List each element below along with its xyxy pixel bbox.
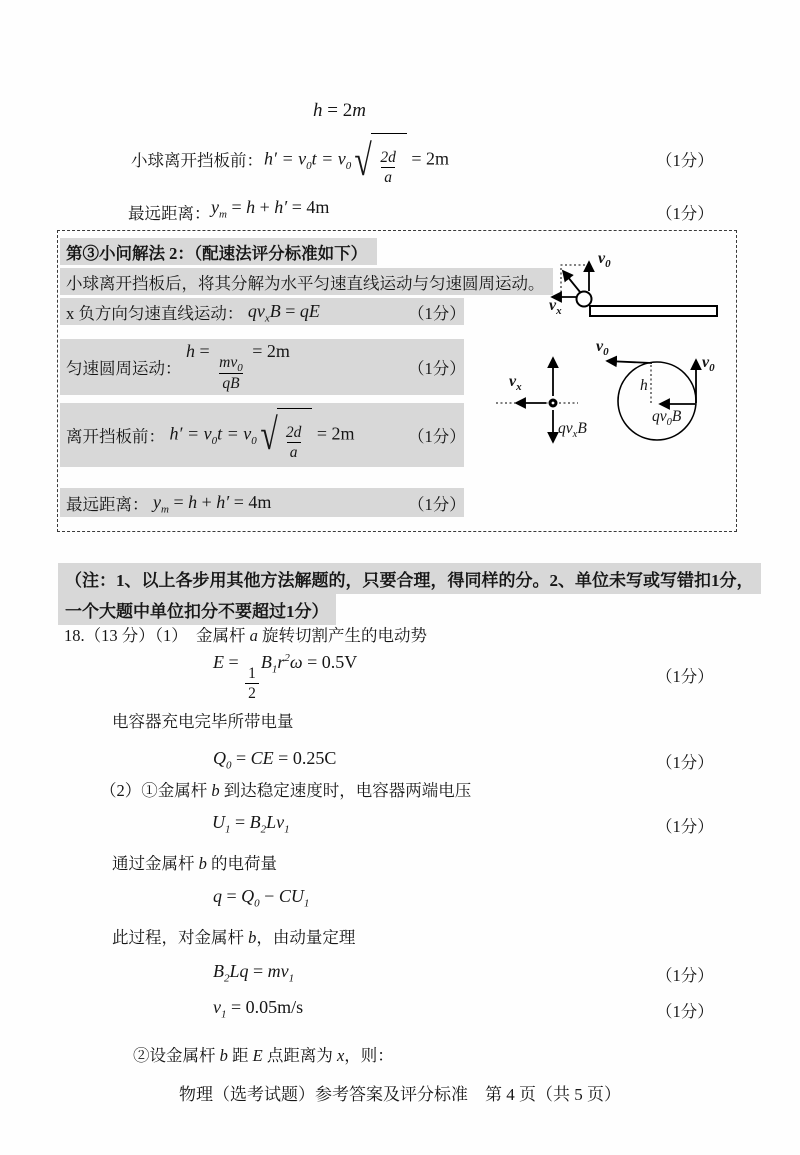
fU7: 1 bbox=[284, 823, 290, 836]
formula-h-unit: m bbox=[352, 100, 366, 121]
p2b-1: ②设金属杆 bbox=[133, 1046, 220, 1065]
qv0b-s: 0 bbox=[666, 417, 672, 429]
label-vx-vector-2 bbox=[509, 373, 522, 394]
fhp-p1: h′ = v bbox=[264, 148, 307, 169]
ch-var: b bbox=[198, 854, 207, 873]
label-qvxb-force bbox=[558, 420, 587, 441]
question18-heading bbox=[64, 622, 427, 646]
q18-head2: 旋转切割产生的电动势 bbox=[257, 626, 427, 645]
fym-t3: + bbox=[255, 197, 275, 217]
fqq6: CU bbox=[278, 886, 304, 906]
fB4: = bbox=[248, 961, 268, 981]
p2-var: b bbox=[211, 781, 220, 800]
fc3: mv bbox=[219, 354, 238, 372]
fQ3: = bbox=[231, 748, 251, 768]
fqq3: Q bbox=[241, 886, 255, 906]
fqq5: − bbox=[259, 886, 279, 906]
fhp-s1: 0 bbox=[306, 160, 312, 173]
fc1: h bbox=[186, 341, 195, 362]
label-v0-tangent-right bbox=[702, 354, 715, 375]
formula-B2Lq bbox=[213, 961, 295, 985]
fym2-t3: + bbox=[197, 492, 217, 512]
fq1: qv bbox=[247, 301, 265, 321]
fQ1: Q bbox=[213, 748, 226, 768]
page-footer: 物理（选考试题）参考答案及评分标准 第 4 页（共 5 页） bbox=[179, 1085, 621, 1104]
fe1: E bbox=[213, 652, 224, 672]
fB2: 2 bbox=[224, 972, 230, 985]
fU3: = bbox=[230, 812, 250, 832]
vx-s: x bbox=[556, 305, 562, 318]
label-momentum-theorem bbox=[112, 924, 355, 948]
formula-h-eq: = 2 bbox=[322, 100, 353, 121]
p2b-v3: x bbox=[336, 1046, 345, 1065]
p2b-2: 距 bbox=[227, 1046, 253, 1065]
fB5: mv bbox=[267, 961, 289, 981]
v0-s: 0 bbox=[605, 258, 611, 271]
p2b-3: 点距离为 bbox=[262, 1046, 337, 1065]
p2-2: 到达稳定速度时，电容器两端电压 bbox=[219, 781, 472, 800]
grading-note-line1: （注：1、以上各步用其他方法解题的，只要合理，得同样的分。2、单位未写或写错扣1分， bbox=[58, 563, 761, 594]
formula-h-prime bbox=[264, 133, 449, 188]
formula-v1 bbox=[213, 997, 304, 1021]
score-1pt: （1分） bbox=[408, 494, 466, 514]
fB6: 1 bbox=[288, 972, 295, 985]
formula-q-charge bbox=[213, 886, 310, 910]
question18-part2b-heading bbox=[133, 1042, 394, 1066]
fym2-t4: h′ bbox=[216, 492, 230, 512]
label-before-leaving-plate: 小球离开挡板前： bbox=[131, 151, 263, 170]
fhp2-s2: 0 bbox=[251, 434, 257, 447]
p2b-4: ，则： bbox=[344, 1046, 394, 1065]
qvxb-a: qv bbox=[558, 420, 573, 437]
label-circular-motion: 匀速圆周运动： bbox=[66, 359, 182, 378]
fQ4: CE bbox=[250, 748, 274, 768]
label-max-distance: 最远距离： bbox=[128, 204, 211, 223]
label-max-distance-2: 最远距离： bbox=[66, 494, 149, 514]
fB1: B bbox=[213, 961, 224, 981]
score-1pt: （1分） bbox=[408, 303, 466, 323]
formula-Q0 bbox=[213, 748, 337, 772]
fym-p1: y bbox=[211, 197, 219, 217]
formula-ym bbox=[211, 197, 330, 221]
box-decompose-text: 小球离开挡板后，将其分解为水平匀速直线运动与匀速圆周运动。 bbox=[66, 273, 545, 293]
fym2-p1: y bbox=[153, 492, 161, 512]
fqq4: 0 bbox=[254, 897, 260, 910]
fym-t2: h bbox=[246, 197, 256, 217]
fym-t5: = 4m bbox=[287, 197, 330, 217]
fe4: 2 bbox=[245, 683, 259, 703]
pr-1: 此过程，对金属杆 bbox=[112, 928, 249, 947]
fym2-s1: m bbox=[161, 503, 169, 516]
fU6: Lv bbox=[266, 812, 285, 832]
fv1: v bbox=[213, 997, 221, 1017]
frac-num: 2d bbox=[285, 423, 302, 441]
fhp2-s1: 0 bbox=[211, 434, 218, 447]
fe2: = bbox=[224, 652, 244, 672]
fB3: Lq bbox=[229, 961, 249, 981]
fq4: = bbox=[280, 301, 300, 321]
frac-num: 2d bbox=[380, 149, 396, 167]
fe7: r bbox=[277, 652, 285, 672]
fym-s1: m bbox=[219, 208, 227, 221]
label-v0-vector bbox=[598, 250, 611, 271]
qvxb-b: B bbox=[577, 420, 587, 437]
label-capacitor-charge: 电容器充电完毕所带电量 bbox=[112, 712, 294, 731]
fv2: 1 bbox=[221, 1008, 227, 1021]
fym2-t5: = 4m bbox=[229, 492, 272, 512]
vx-v: v bbox=[509, 373, 517, 390]
pr-var: b bbox=[248, 928, 257, 947]
fqq7: 1 bbox=[303, 897, 310, 910]
fqq1: q bbox=[213, 886, 222, 906]
ch-1: 通过金属杆 bbox=[112, 854, 199, 873]
label-v0-tangent-top bbox=[596, 338, 609, 359]
fym2-t1: = bbox=[168, 492, 189, 512]
label-charge-through-rod bbox=[112, 850, 277, 874]
label-qv0b-force bbox=[652, 408, 682, 429]
v0-v: v bbox=[596, 338, 604, 355]
fhp2-tail: = 2m bbox=[312, 423, 355, 444]
score-1pt: （1分） bbox=[408, 427, 466, 446]
q18-head-var: a bbox=[249, 626, 258, 645]
radical-body bbox=[371, 133, 407, 188]
fc5: qB bbox=[219, 373, 242, 393]
fq5: qE bbox=[299, 301, 320, 321]
fq2: x bbox=[264, 312, 270, 325]
qv0b-a: qv bbox=[652, 408, 667, 425]
fe6: 1 bbox=[271, 663, 278, 676]
score-1pt: （1分） bbox=[656, 1002, 714, 1021]
p2b-v1: b bbox=[219, 1046, 228, 1065]
pr-2: ，由动量定理 bbox=[256, 928, 356, 947]
fe5: B bbox=[260, 652, 272, 672]
fQ2: 0 bbox=[226, 759, 232, 772]
fhp-tail: = 2m bbox=[406, 148, 450, 169]
question18-part2-heading bbox=[100, 777, 471, 801]
label-vx-vector bbox=[549, 297, 562, 318]
score-1pt: （1分） bbox=[656, 753, 714, 772]
grading-note-line2: 一个大题中单位扣分不要超过1分） bbox=[58, 594, 336, 625]
score-1pt: （1分） bbox=[656, 151, 714, 170]
p2-1: （2）①金属杆 bbox=[100, 781, 212, 800]
fc2: = bbox=[195, 341, 215, 362]
score-1pt: （1分） bbox=[656, 204, 714, 223]
fU2: 1 bbox=[225, 823, 231, 836]
ch-2: 的电荷量 bbox=[206, 854, 277, 873]
radical bbox=[351, 133, 407, 188]
p2b-v2: E bbox=[252, 1046, 263, 1065]
v0-v: v bbox=[702, 354, 710, 371]
fQ5: = 0.25C bbox=[273, 748, 337, 768]
fhp-s2: 0 bbox=[345, 160, 352, 173]
score-1pt: （1分） bbox=[656, 817, 714, 836]
fq3: B bbox=[269, 301, 281, 321]
fym-t4: h′ bbox=[274, 197, 288, 217]
fhp2-p1: h′ = v bbox=[169, 423, 212, 444]
fv3: = 0.05m/s bbox=[226, 997, 304, 1017]
physics-diagrams bbox=[58, 231, 738, 533]
q18-head1: 18.（13 分）（1） 金属杆 bbox=[64, 626, 250, 645]
frac-den: a bbox=[381, 167, 395, 187]
fqq2: = bbox=[222, 886, 242, 906]
formula-emf bbox=[213, 652, 357, 704]
fraction-2d-a bbox=[375, 148, 401, 188]
fc4: 0 bbox=[237, 362, 243, 375]
vx-v: v bbox=[549, 297, 557, 314]
v0-s: 0 bbox=[709, 362, 715, 375]
fU5: 2 bbox=[260, 823, 267, 836]
diagram-circular-path bbox=[607, 360, 696, 440]
formula-h-equals-2m bbox=[313, 100, 366, 122]
fhp2-p2: t = v bbox=[217, 423, 252, 444]
qvxb-s: x bbox=[572, 429, 578, 441]
fym-t1: = bbox=[226, 197, 247, 217]
solution2-dashed-box bbox=[57, 230, 737, 532]
vx-s: x bbox=[516, 381, 522, 394]
score-1pt: （1分） bbox=[656, 966, 714, 985]
radical-sign: √ bbox=[260, 410, 278, 460]
label-linear-motion: x 负方向匀速直线运动： bbox=[66, 303, 244, 323]
radical-sign: √ bbox=[354, 135, 372, 185]
fhp-p2: t = v bbox=[311, 148, 346, 169]
fe9: ω bbox=[289, 652, 303, 672]
fe8: 2 bbox=[284, 652, 290, 664]
fc6: = 2m bbox=[247, 341, 290, 362]
v0-v: v bbox=[598, 250, 606, 267]
fU4: B bbox=[249, 812, 261, 832]
fym2-t2: h bbox=[188, 492, 198, 512]
fe3: 1 bbox=[248, 665, 256, 683]
formula-U1 bbox=[212, 812, 290, 836]
v0-s: 0 bbox=[603, 346, 609, 359]
fraction-1-2 bbox=[243, 664, 261, 704]
diagram-ball-on-plate bbox=[552, 262, 717, 316]
score-1pt: （1分） bbox=[656, 667, 714, 686]
formula-h-var: h bbox=[313, 100, 323, 121]
label-before-leaving: 离开挡板前： bbox=[66, 427, 165, 446]
fU1: U bbox=[212, 812, 225, 832]
fe10: = 0.5V bbox=[302, 652, 358, 672]
frac-den: a bbox=[287, 442, 301, 462]
box-title-text: 第③小问解法 2：（配速法评分标准如下） bbox=[66, 243, 368, 263]
qv0b-b: B bbox=[671, 408, 682, 425]
score-1pt: （1分） bbox=[408, 359, 466, 378]
label-radius-h: h bbox=[640, 377, 648, 394]
